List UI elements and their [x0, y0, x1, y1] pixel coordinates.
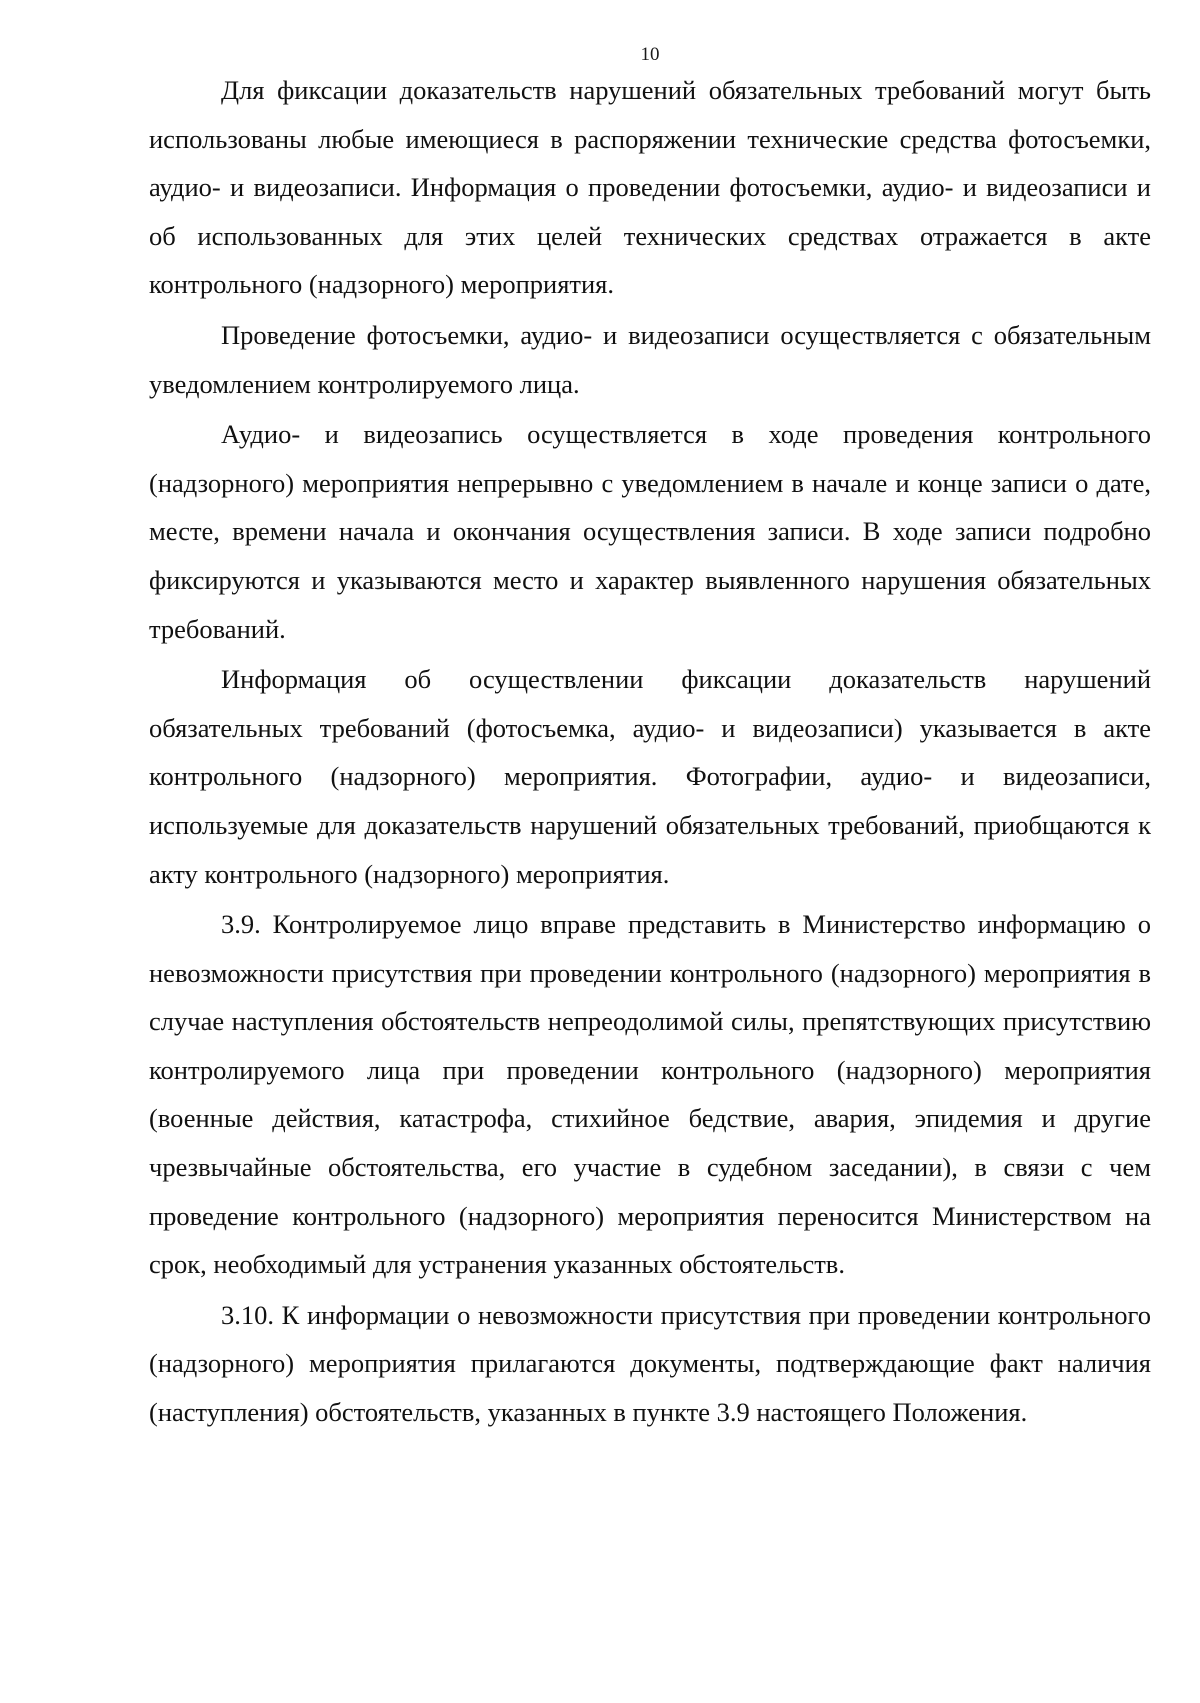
paragraph-clause-3-10: 3.10. К информации о невозможности присутствия при проведении контрольного (надзорного) мероприятия прилагаются документы, подтверждающие факт наличия (наступления) обстоятельств, указанных в пункте 3.9 настоящего Положения.	[149, 1299, 1151, 1428]
paragraph-clause-3-9: 3.9. Контролируемое лицо вправе представить в Министерство информацию о невозможности присутствия при проведении контрольного (надзорного) мероприятия в случае наступления обстоятельств непреодолимой силы, препятствующих присутствию контролируемого лица при проведении контрольного (надзорного) мероприятия (военные действия, катастрофа, стихийное бедствие, авария, эпидемия и другие чрезвычайные обстоятельства, его участие в судебном заседании), в связи с чем проведение контрольного (надзорного) мероприятия переносится Министерством на срок, необходимый для устранения указанных обстоятельств.	[149, 909, 1151, 1280]
paragraph-evidence-recording-means: Для фиксации доказательств нарушений обязательных требований могут быть использованы любые имеющиеся в распоряжении технические средства фотосъемки, аудио- и видеозаписи. Информация о проведении фотосъемки, аудио- и видеозаписи и об использованных для этих целей технических средствах отражается в акте контрольного (надзорного) мероприятия.	[149, 75, 1151, 300]
paragraph-recording-in-act: Информация об осуществлении фиксации доказательств нарушений обязательных требований (фотосъемка, аудио- и видеозаписи) указывается в акте контрольного (надзорного) мероприятия. Фотографии, аудио- и видеозаписи, используемые для доказательств нарушений обязательных требований, приобщаются к акту контрольного (надзорного) мероприятия.	[149, 664, 1151, 889]
paragraph-continuous-recording: Аудио- и видеозапись осуществляется в ходе проведения контрольного (надзорного) мероприятия непрерывно с уведомлением в начале и конце записи о дате, месте, времени начала и окончания осуществления записи. В ходе записи подробно фиксируются и указываются место и характер выявленного нарушения обязательных требований.	[149, 419, 1151, 644]
paragraph-mandatory-notification: Проведение фотосъемки, аудио- и видеозаписи осуществляется с обязательным уведомлением контролируемого лица.	[149, 319, 1151, 399]
page-number: 10	[640, 44, 660, 65]
document-body	[149, 66, 1151, 1437]
